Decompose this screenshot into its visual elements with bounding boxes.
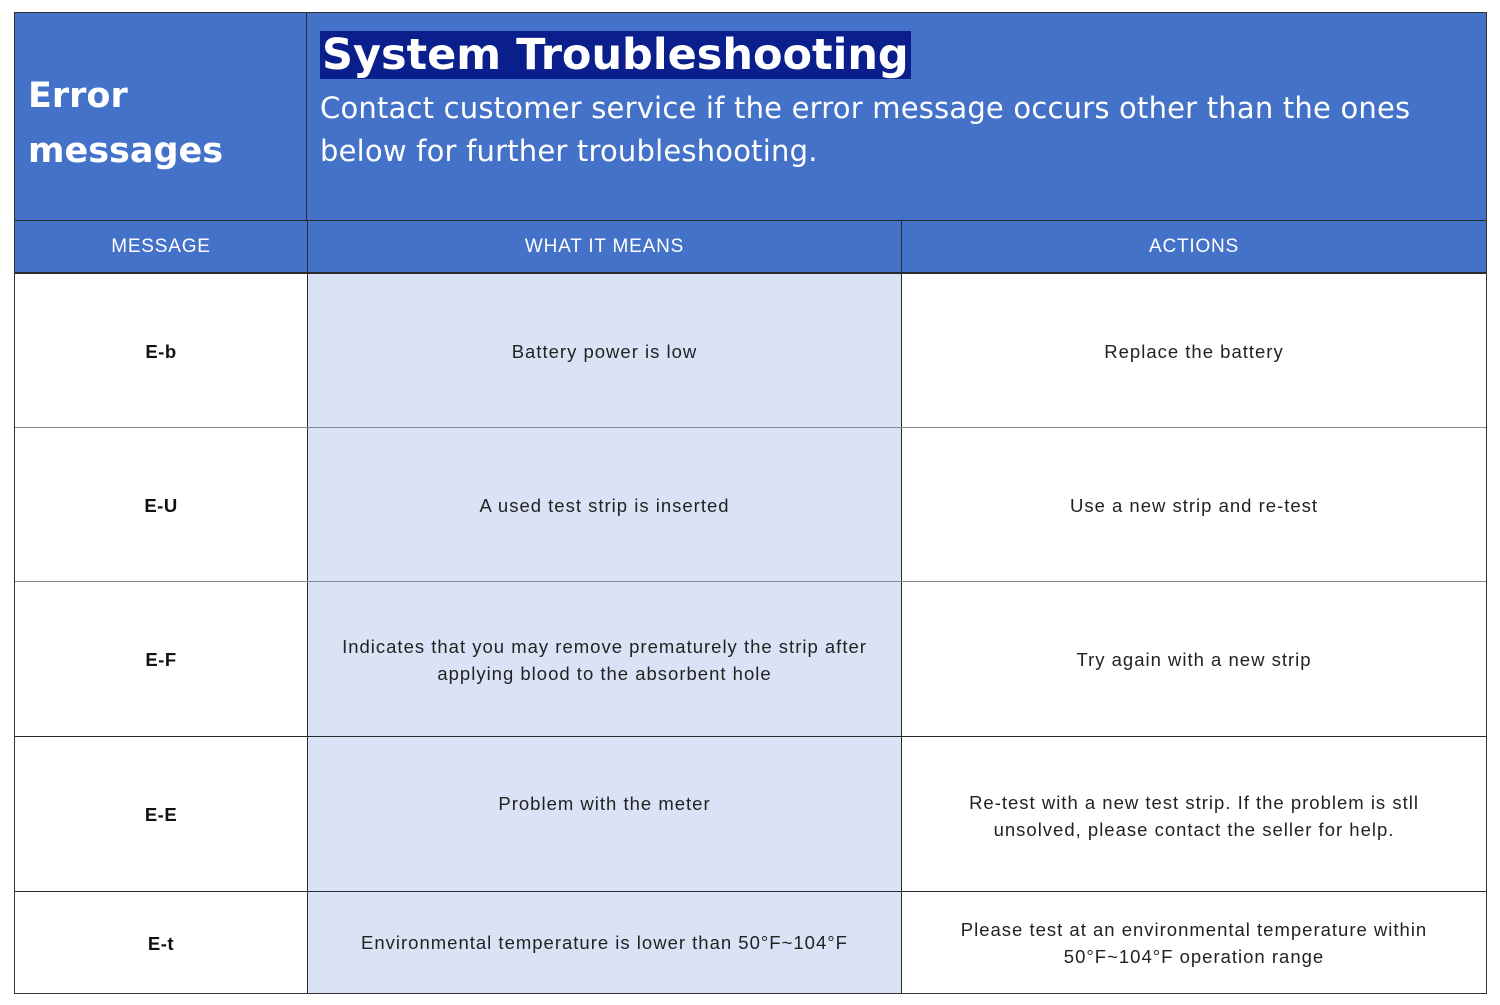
- banner-label-cell: [15, 13, 307, 221]
- banner: [15, 13, 1486, 221]
- banner-title-cell: [307, 13, 1486, 221]
- error-messages-label: Error messages: [28, 76, 224, 171]
- table-row: [15, 582, 1486, 737]
- action-text: Try again with a new strip: [1076, 649, 1312, 670]
- table-row: [15, 428, 1486, 582]
- message-code: E-F: [145, 649, 177, 670]
- table-row: [15, 737, 1486, 892]
- message-code: E-U: [144, 494, 178, 516]
- column-header-actions: ACTIONS: [1148, 236, 1240, 257]
- action-text: Please test at an environmental temperature within 50°F~104°F operation range: [960, 918, 1428, 967]
- page-title: System Troubleshooting: [322, 30, 909, 80]
- meaning-text: Problem with the meter: [307, 737, 902, 892]
- action-text: Re-test with a new test strip. If the problem is stll unsolved, please contact the seller for help.: [969, 792, 1419, 840]
- troubleshooting-table: [14, 12, 1487, 994]
- message-code: E-b: [145, 340, 177, 362]
- action-text: Replace the battery: [1104, 340, 1284, 362]
- table-header-row: [15, 221, 1486, 273]
- page-subtitle: Contact customer service if the error message occurs other than the ones below for further troubleshooting.: [320, 91, 1411, 168]
- message-code: E-t: [147, 933, 175, 954]
- action-text: Use a new strip and re-test: [1069, 494, 1319, 516]
- meaning-text: Environmental temperature is lower than 50°F~104°F: [307, 892, 902, 993]
- message-code: E-E: [144, 804, 178, 825]
- meaning-text: Battery power is low: [307, 274, 902, 428]
- table-row: [15, 892, 1486, 993]
- column-header-meaning: WHAT IT MEANS: [307, 221, 902, 273]
- table-row: [15, 274, 1486, 428]
- meaning-text: Indicates that you may remove prematurely the strip after applying blood to the absorbent hole: [307, 582, 902, 737]
- meaning-text: A used test strip is inserted: [307, 428, 902, 582]
- column-header-message: MESSAGE: [111, 236, 211, 257]
